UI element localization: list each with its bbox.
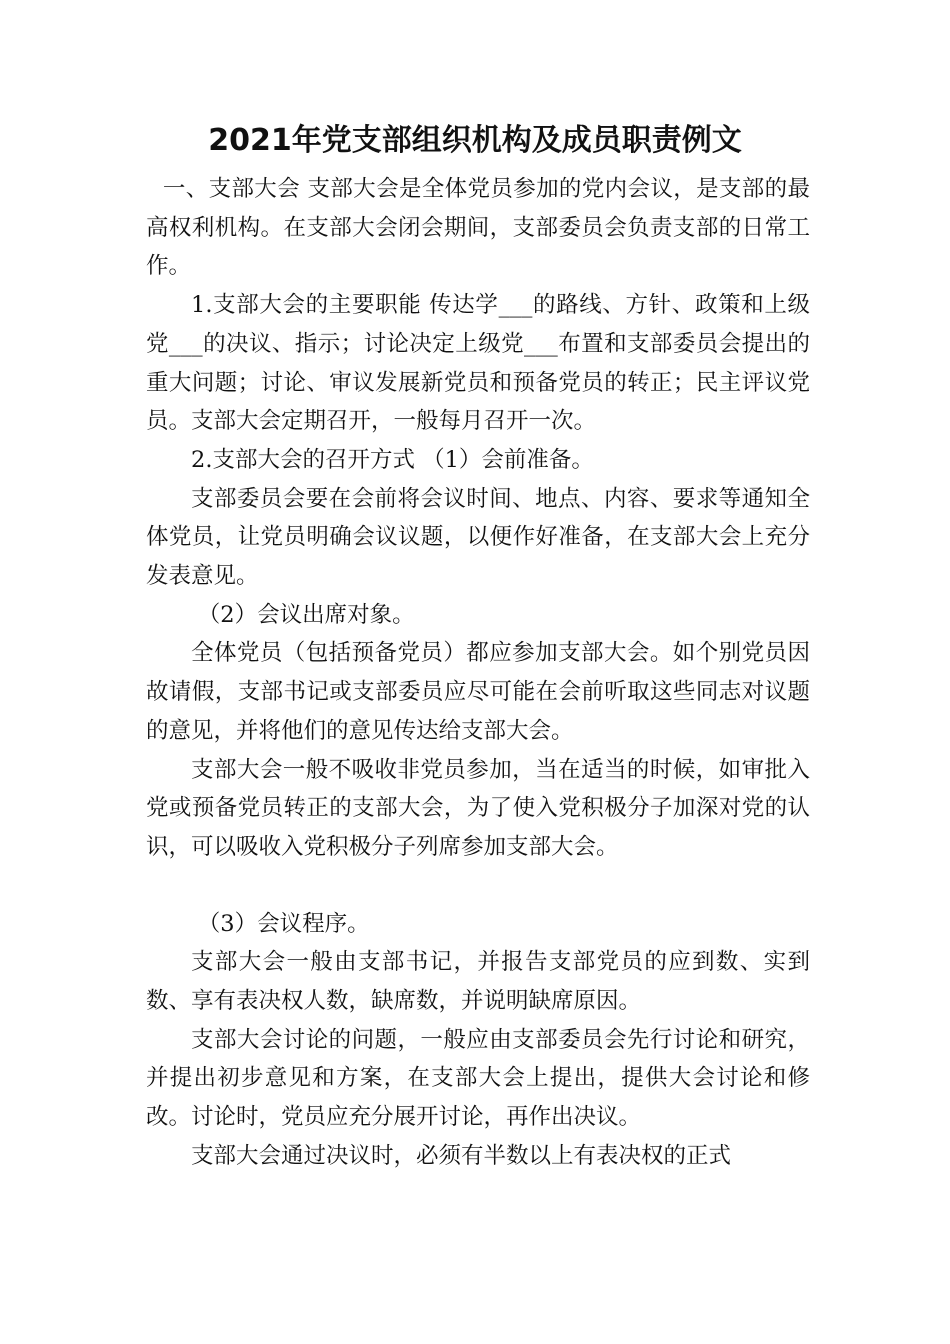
document-body: [146, 170, 810, 1176]
paragraph: 支部大会一般不吸收非党员参加，当在适当的时候，如审批入党或预备党员转正的支部大会，为了使入党积极分子加深对党的认识，可以吸收入党积极分子列席参加支部大会。: [146, 756, 810, 860]
paragraph: 1.支部大会的主要职能 传达学___的路线、方针、政策和上级党___的决议、指示；讨论决定上级党___布置和支部委员会提出的重大问题；讨论、审议发展新党员和预备党员的转正；民主评议党员。支部大会定期召开，一般每月召开一次。: [146, 292, 810, 435]
paragraph: 全体党员（包括预备党员）都应参加支部大会。如个别党员因故请假，支部书记或支部委员应尽可能在会前听取这些同志对议题的意见，并将他们的意见传达给支部大会。: [146, 640, 810, 744]
paragraph: （2）会议出席对象。: [197, 601, 415, 628]
document-title: 2021年党支部组织机构及成员职责例文: [208, 123, 742, 158]
paragraph: 一、支部大会 支部大会是全体党员参加的党内会议，是支部的最高权利机构。在支部大会闭会期间，支部委员会负责支部的日常工作。: [146, 176, 810, 280]
paragraph: 支部大会一般由支部书记，并报告支部党员的应到数、实到数、享有表决权人数，缺席数，并说明缺席原因。: [146, 949, 810, 1015]
paragraph: 支部委员会要在会前将会议时间、地点、内容、要求等通知全体党员，让党员明确会议议题，以便作好准备，在支部大会上充分发表意见。: [146, 485, 810, 590]
paragraph: （3）会议程序。: [197, 910, 370, 937]
paragraph: 2.支部大会的召开方式 （1）会前准备。: [191, 446, 594, 473]
paragraph: 支部大会讨论的问题，一般应由支部委员会先行讨论和研究，并提出初步意见和方案，在支部大会上提出，提供大会讨论和修改。讨论时，党员应充分展开讨论，再作出决议。: [146, 1026, 810, 1131]
paragraph: 支部大会通过决议时，必须有半数以上有表决权的正式: [191, 1142, 732, 1169]
